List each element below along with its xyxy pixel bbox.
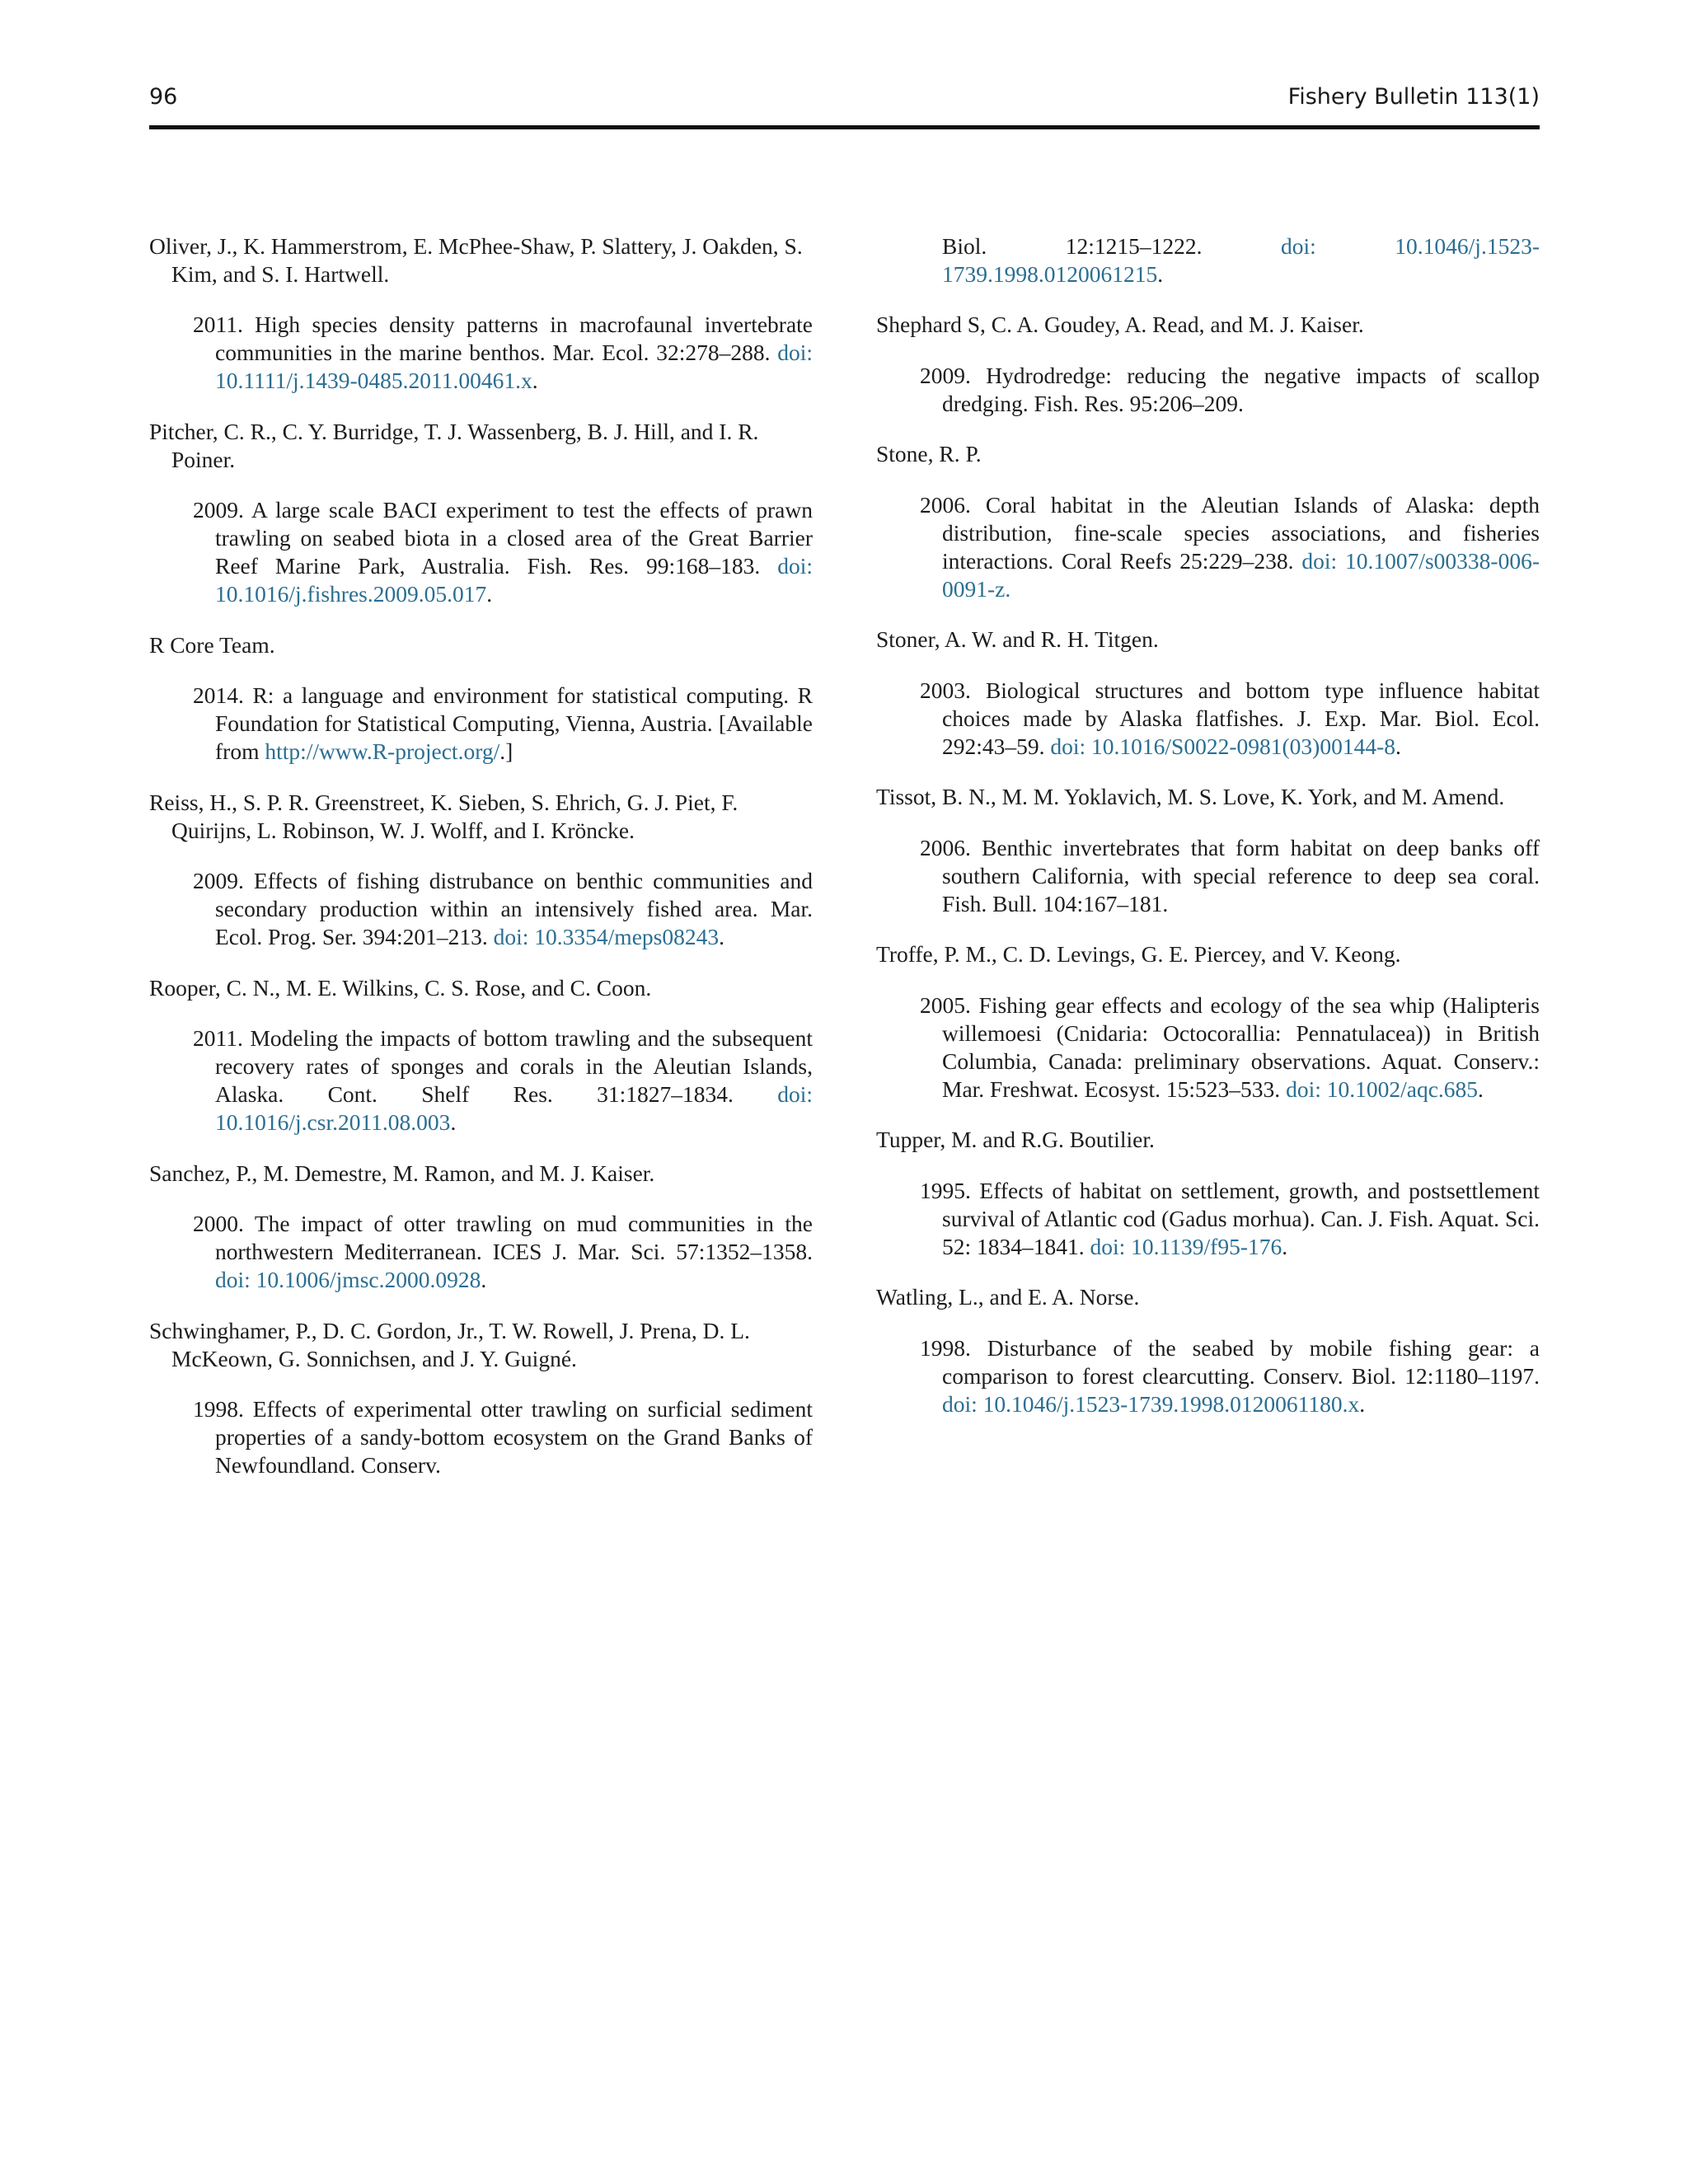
reference-year: 2009.: [193, 497, 244, 523]
reference-tail: .: [1478, 1076, 1484, 1102]
reference-entry: [876, 311, 1540, 418]
doi-link[interactable]: doi: 10.1016/S0022-0981(03)00144-8: [1050, 733, 1395, 759]
reference-text: Effects of fishing distrubance on benthic communities and secondary production within an intensively fished area. Mar. Ecol. Prog. Ser. 394:201–213.: [215, 868, 814, 949]
reference-detail: [149, 1210, 813, 1294]
doi-link[interactable]: doi: 10.1016/j.fishres.2009.05.017: [215, 553, 814, 607]
reference-text: Biological structures and bottom type influence habitat choices made by Alaska flatfishes. J. Exp. Mar. Biol. Ecol. 292:43–59.: [942, 677, 1540, 759]
reference-authors: Schwinghamer, P., D. C. Gordon, Jr., T. W. Rowell, J. Prena, D. L. McKeown, G. Sonnichsen, and J. Y. Guigné.: [149, 1317, 750, 1371]
reference-year: 1998.: [920, 1334, 971, 1361]
reference-authors: Rooper, C. N., M. E. Wilkins, C. S. Rose, and C. Coon.: [149, 974, 652, 1001]
references-left-column: [149, 209, 813, 1502]
reference-authors: Tupper, M. and R.G. Boutilier.: [876, 1127, 1155, 1152]
doi-link[interactable]: doi: 10.1046/j.1523-1739.1998.0120061215: [942, 232, 1540, 287]
reference-detail: [876, 991, 1540, 1104]
reference-entry: [149, 1317, 813, 1480]
reference-text: High species density patterns in macrofaunal invertebrate communities in the marine benthos. Mar. Ecol. 32:278–288.: [215, 312, 814, 365]
reference-authors: Reiss, H., S. P. R. Greenstreet, K. Sieben, S. Ehrich, G. J. Piet, F. Quirijns, L. Robinson, W. J. Wolff, and I. Kröncke.: [149, 789, 738, 843]
reference-year: 2003.: [920, 677, 971, 703]
reference-detail: [876, 491, 1540, 603]
reference-detail: [876, 834, 1540, 918]
reference-continuation: [876, 232, 1540, 288]
doi-link[interactable]: doi: 10.1006/jmsc.2000.0928: [215, 1267, 481, 1292]
reference-text: Effects of habitat on settlement, growth, and postsettlement survival of Atlantic cod (Gadus morhua). Can. J. Fish. Aquat. Sci. 52: 1834–1841.: [942, 1177, 1540, 1259]
page-header: [149, 82, 1540, 129]
reference-detail: [149, 1395, 813, 1479]
reference-year: 2009.: [193, 868, 244, 893]
reference-detail: [876, 677, 1540, 761]
doi-link[interactable]: doi: 10.1007/s00338-006-0091-z.: [942, 547, 1540, 602]
doi-link[interactable]: doi: 10.1002/aqc.685: [1286, 1076, 1479, 1102]
reference-detail: [149, 682, 813, 766]
references-right-column: [876, 209, 1540, 1441]
reference-tail: .: [1359, 1390, 1366, 1417]
reference-entry: [149, 974, 813, 1137]
reference-entry: [876, 783, 1540, 918]
journal-title: Fishery Bulletin 113(1): [1287, 84, 1540, 110]
reference-entry: [149, 789, 813, 952]
reference-entry: [149, 1160, 813, 1295]
reference-authors: Stone, R. P.: [876, 441, 982, 466]
reference-text: Effects of experimental otter trawling on surficial sediment properties of a sandy-bottom ecosystem on the Grand Banks of Newfoundland. Conserv.: [215, 1396, 813, 1478]
reference-tail: .: [450, 1109, 457, 1135]
reference-authors: Oliver, J., K. Hammerstrom, E. McPhee-Shaw, P. Slattery, J. Oakden, S. Kim, and S. I. Hartwell.: [149, 232, 803, 287]
reference-text: The impact of otter trawling on mud communities in the northwestern Mediterranean. ICES J. Mar. Sci. 57:1352–1358.: [215, 1211, 813, 1264]
reference-authors: R Core Team.: [149, 631, 275, 658]
reference-year: 2011.: [193, 1025, 243, 1051]
reference-authors: Tissot, B. N., M. M. Yoklavich, M. S. Love, K. York, and M. Amend.: [876, 784, 1505, 809]
reference-authors: Watling, L., and E. A. Norse.: [876, 1284, 1140, 1310]
reference-detail: [149, 867, 813, 951]
reference-authors: Troffe, P. M., C. D. Levings, G. E. Piercey, and V. Keong.: [876, 941, 1401, 967]
reference-entry: [876, 440, 1540, 603]
reference-text: Biol. 12:1215–1222.: [942, 232, 1203, 259]
doi-link[interactable]: doi: 10.1016/j.csr.2011.08.003: [215, 1081, 813, 1135]
reference-text: Fishing gear effects and ecology of the sea whip (Halipteris willemoesi (Cnidaria: Octocorallia: Pennatulacea)) in British Columbia, Canada: preliminary observations. Aquat. Conserv.: Mar. Freshwat. Ecosyst. 15:523–533.: [942, 991, 1540, 1102]
reference-detail: [149, 496, 813, 608]
reference-entry: [876, 940, 1540, 1104]
reference-detail: [876, 1334, 1540, 1418]
reference-entry: [876, 1126, 1540, 1261]
reference-tail: .]: [499, 738, 513, 764]
reference-detail: [876, 1177, 1540, 1261]
reference-text: Disturbance of the seabed by mobile fishing gear: a comparison to forest clearcutting. Conserv. Biol. 12:1180–1197.: [942, 1334, 1540, 1389]
reference-text: Hydrodredge: reducing the negative impacts of scallop dredging. Fish. Res. 95:206–209.: [942, 362, 1540, 416]
reference-year: 2006.: [920, 834, 971, 860]
reference-year: 1995.: [920, 1177, 971, 1203]
page-number: 96: [149, 84, 178, 110]
reference-tail: .: [1282, 1233, 1288, 1259]
reference-authors: Shephard S, C. A. Goudey, A. Read, and M. J. Kaiser.: [876, 312, 1364, 337]
reference-detail: [876, 362, 1540, 418]
reference-authors: Pitcher, C. R., C. Y. Burridge, T. J. Wassenberg, B. J. Hill, and I. R. Poiner.: [149, 418, 759, 472]
reference-tail: .: [1157, 260, 1164, 287]
url-link[interactable]: http://www.R-project.org/: [265, 738, 500, 764]
reference-year: 2014.: [193, 682, 244, 708]
reference-year: 2006.: [920, 491, 971, 518]
doi-link[interactable]: doi: 10.3354/meps08243: [493, 924, 720, 949]
reference-year: 2011.: [193, 312, 243, 337]
doi-link[interactable]: doi: 10.1111/j.1439-0485.2011.00461.x: [215, 340, 813, 393]
reference-year: 2000.: [193, 1211, 244, 1236]
reference-detail: [149, 1024, 813, 1137]
reference-entry: [876, 626, 1540, 761]
reference-detail: [876, 232, 1540, 288]
doi-link[interactable]: doi: 10.1046/j.1523-1739.1998.0120061180.x: [942, 1390, 1360, 1417]
reference-authors: Stoner, A. W. and R. H. Titgen.: [876, 626, 1159, 652]
reference-tail: .: [1395, 733, 1401, 759]
reference-year: 2009.: [920, 362, 971, 388]
reference-text: R: a language and environment for statistical computing. R Foundation for Statistical Computing, Vienna, Austria. [Available from: [215, 682, 813, 764]
reference-year: 1998.: [193, 1396, 244, 1422]
reference-tail: .: [719, 924, 724, 949]
reference-text: Modeling the impacts of bottom trawling and the subsequent recovery rates of sponges and corals in the Aleutian Islands, Alaska. Cont. Shelf Res. 31:1827–1834.: [215, 1025, 814, 1107]
reference-entry: [149, 232, 813, 396]
reference-tail: .: [481, 1267, 487, 1292]
reference-detail: [149, 311, 813, 395]
reference-text: Coral habitat in the Aleutian Islands of Alaska: depth distribution, fine-scale species associations, and fisheries interactions. Coral Reefs 25:229–238.: [942, 491, 1540, 574]
doi-link[interactable]: doi: 10.1139/f95-176: [1090, 1233, 1282, 1259]
reference-tail: .: [532, 368, 538, 393]
reference-text: Benthic invertebrates that form habitat on deep banks off southern California, with special reference to deep sea coral. Fish. Bull. 104:167–181.: [942, 834, 1540, 916]
reference-year: 2005.: [920, 991, 971, 1018]
reference-tail: .: [486, 581, 493, 607]
reference-entry: [149, 631, 813, 766]
reference-entry: [149, 418, 813, 609]
reference-authors: Sanchez, P., M. Demestre, M. Ramon, and M. J. Kaiser.: [149, 1160, 655, 1186]
reference-text: A large scale BACI experiment to test the effects of prawn trawling on seabed biota in a closed area of the Great Barrier Reef Marine Park, Australia. Fish. Res. 99:168–183.: [215, 497, 813, 579]
reference-entry: [876, 1283, 1540, 1418]
